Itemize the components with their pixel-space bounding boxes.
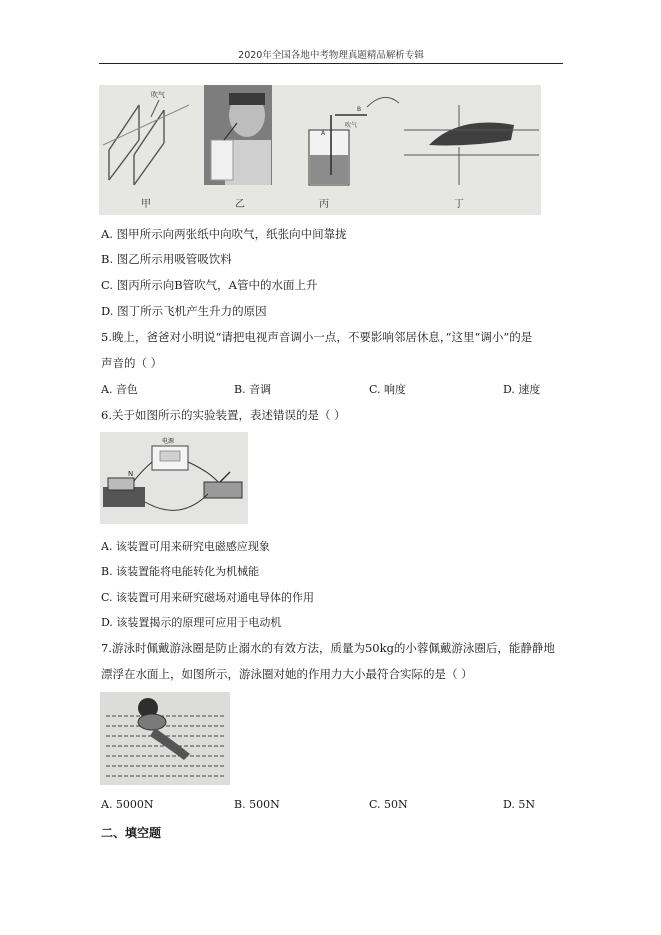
q7-option-a: A. 5000N [101, 798, 154, 811]
figure-q7-drawing [100, 692, 230, 785]
q5-option-d: D. 速度 [503, 383, 541, 396]
figure-q6 [100, 432, 248, 524]
q7-stem-line2: 漂浮在水面上，如图所示，游泳圈对她的作用力大小最符合实际的是（ ） [101, 667, 473, 681]
q6-option-c: C. 该装置可用来研究磁场对通电导体的作用 [101, 591, 315, 604]
q7-option-b: B. 500N [234, 798, 280, 811]
figure-label-yi: 乙 [235, 199, 245, 210]
q7-option-d: D. 5N [503, 798, 536, 811]
figure-label-a: A [321, 130, 326, 137]
q4-option-a: A. 图甲所示向两张纸中向吹气，纸张向中间靠拢 [101, 227, 347, 241]
figure-label-b: B [357, 106, 362, 113]
q6-option-a: A. 该装置可用来研究电磁感应现象 [101, 540, 270, 553]
figure-q6-label-power: 电源 [162, 438, 175, 445]
figure-q4-drawing [99, 85, 541, 215]
figure-label-bing: 丙 [319, 199, 329, 210]
header-rule [99, 63, 563, 64]
q5-option-b: B. 音调 [234, 383, 272, 396]
q6-stem: 6.关于如图所示的实验装置，表述错误的是（ ） [101, 408, 346, 422]
figure-yi [204, 85, 272, 185]
q6-option-b: B. 该装置能将电能转化为机械能 [101, 565, 260, 578]
figure-label-jia: 甲 [141, 199, 151, 210]
q5-stem-line2: 声音的（ ） [101, 356, 163, 370]
figure-q4 [99, 85, 541, 215]
q4-option-c: C. 图丙所示向B管吹气，A管中的水面上升 [101, 278, 318, 292]
q7-options [101, 798, 561, 814]
figure-q6-drawing [100, 432, 248, 524]
figure-label-blow-2: 吹气 [345, 122, 358, 129]
q5-option-a: A. 音色 [101, 383, 138, 396]
figure-q7 [100, 692, 230, 785]
q7-option-c: C. 50N [369, 798, 408, 811]
q7-stem-line1: 7.游泳时佩戴游泳圈是防止溺水的有效方法，质量为50kg的小蓉佩戴游泳圈后，能静静地 [101, 641, 555, 655]
q6-option-d: D. 该装置揭示的原理可应用于电动机 [101, 616, 282, 629]
q4-option-d: D. 图丁所示飞机产生升力的原因 [101, 304, 267, 318]
figure-label-ding: 丁 [454, 199, 464, 210]
q4-option-b: B. 图乙所示用吸管吸饮料 [101, 252, 232, 266]
figure-q6-label-n: N [128, 470, 134, 478]
q5-options [101, 381, 561, 397]
section-title-fill-in: 二、填空题 [101, 826, 162, 840]
page-header: 2020年全国各地中考物理真题精品解析专辑 [238, 50, 424, 61]
q5-option-c: C. 响度 [369, 383, 407, 396]
q5-stem-line1: 5.晚上，爸爸对小明说“请把电视声音调小一点，不要影响邻居休息，”这里“调小”的是 [101, 330, 533, 344]
figure-label-blow-1: 吹气 [151, 91, 165, 99]
